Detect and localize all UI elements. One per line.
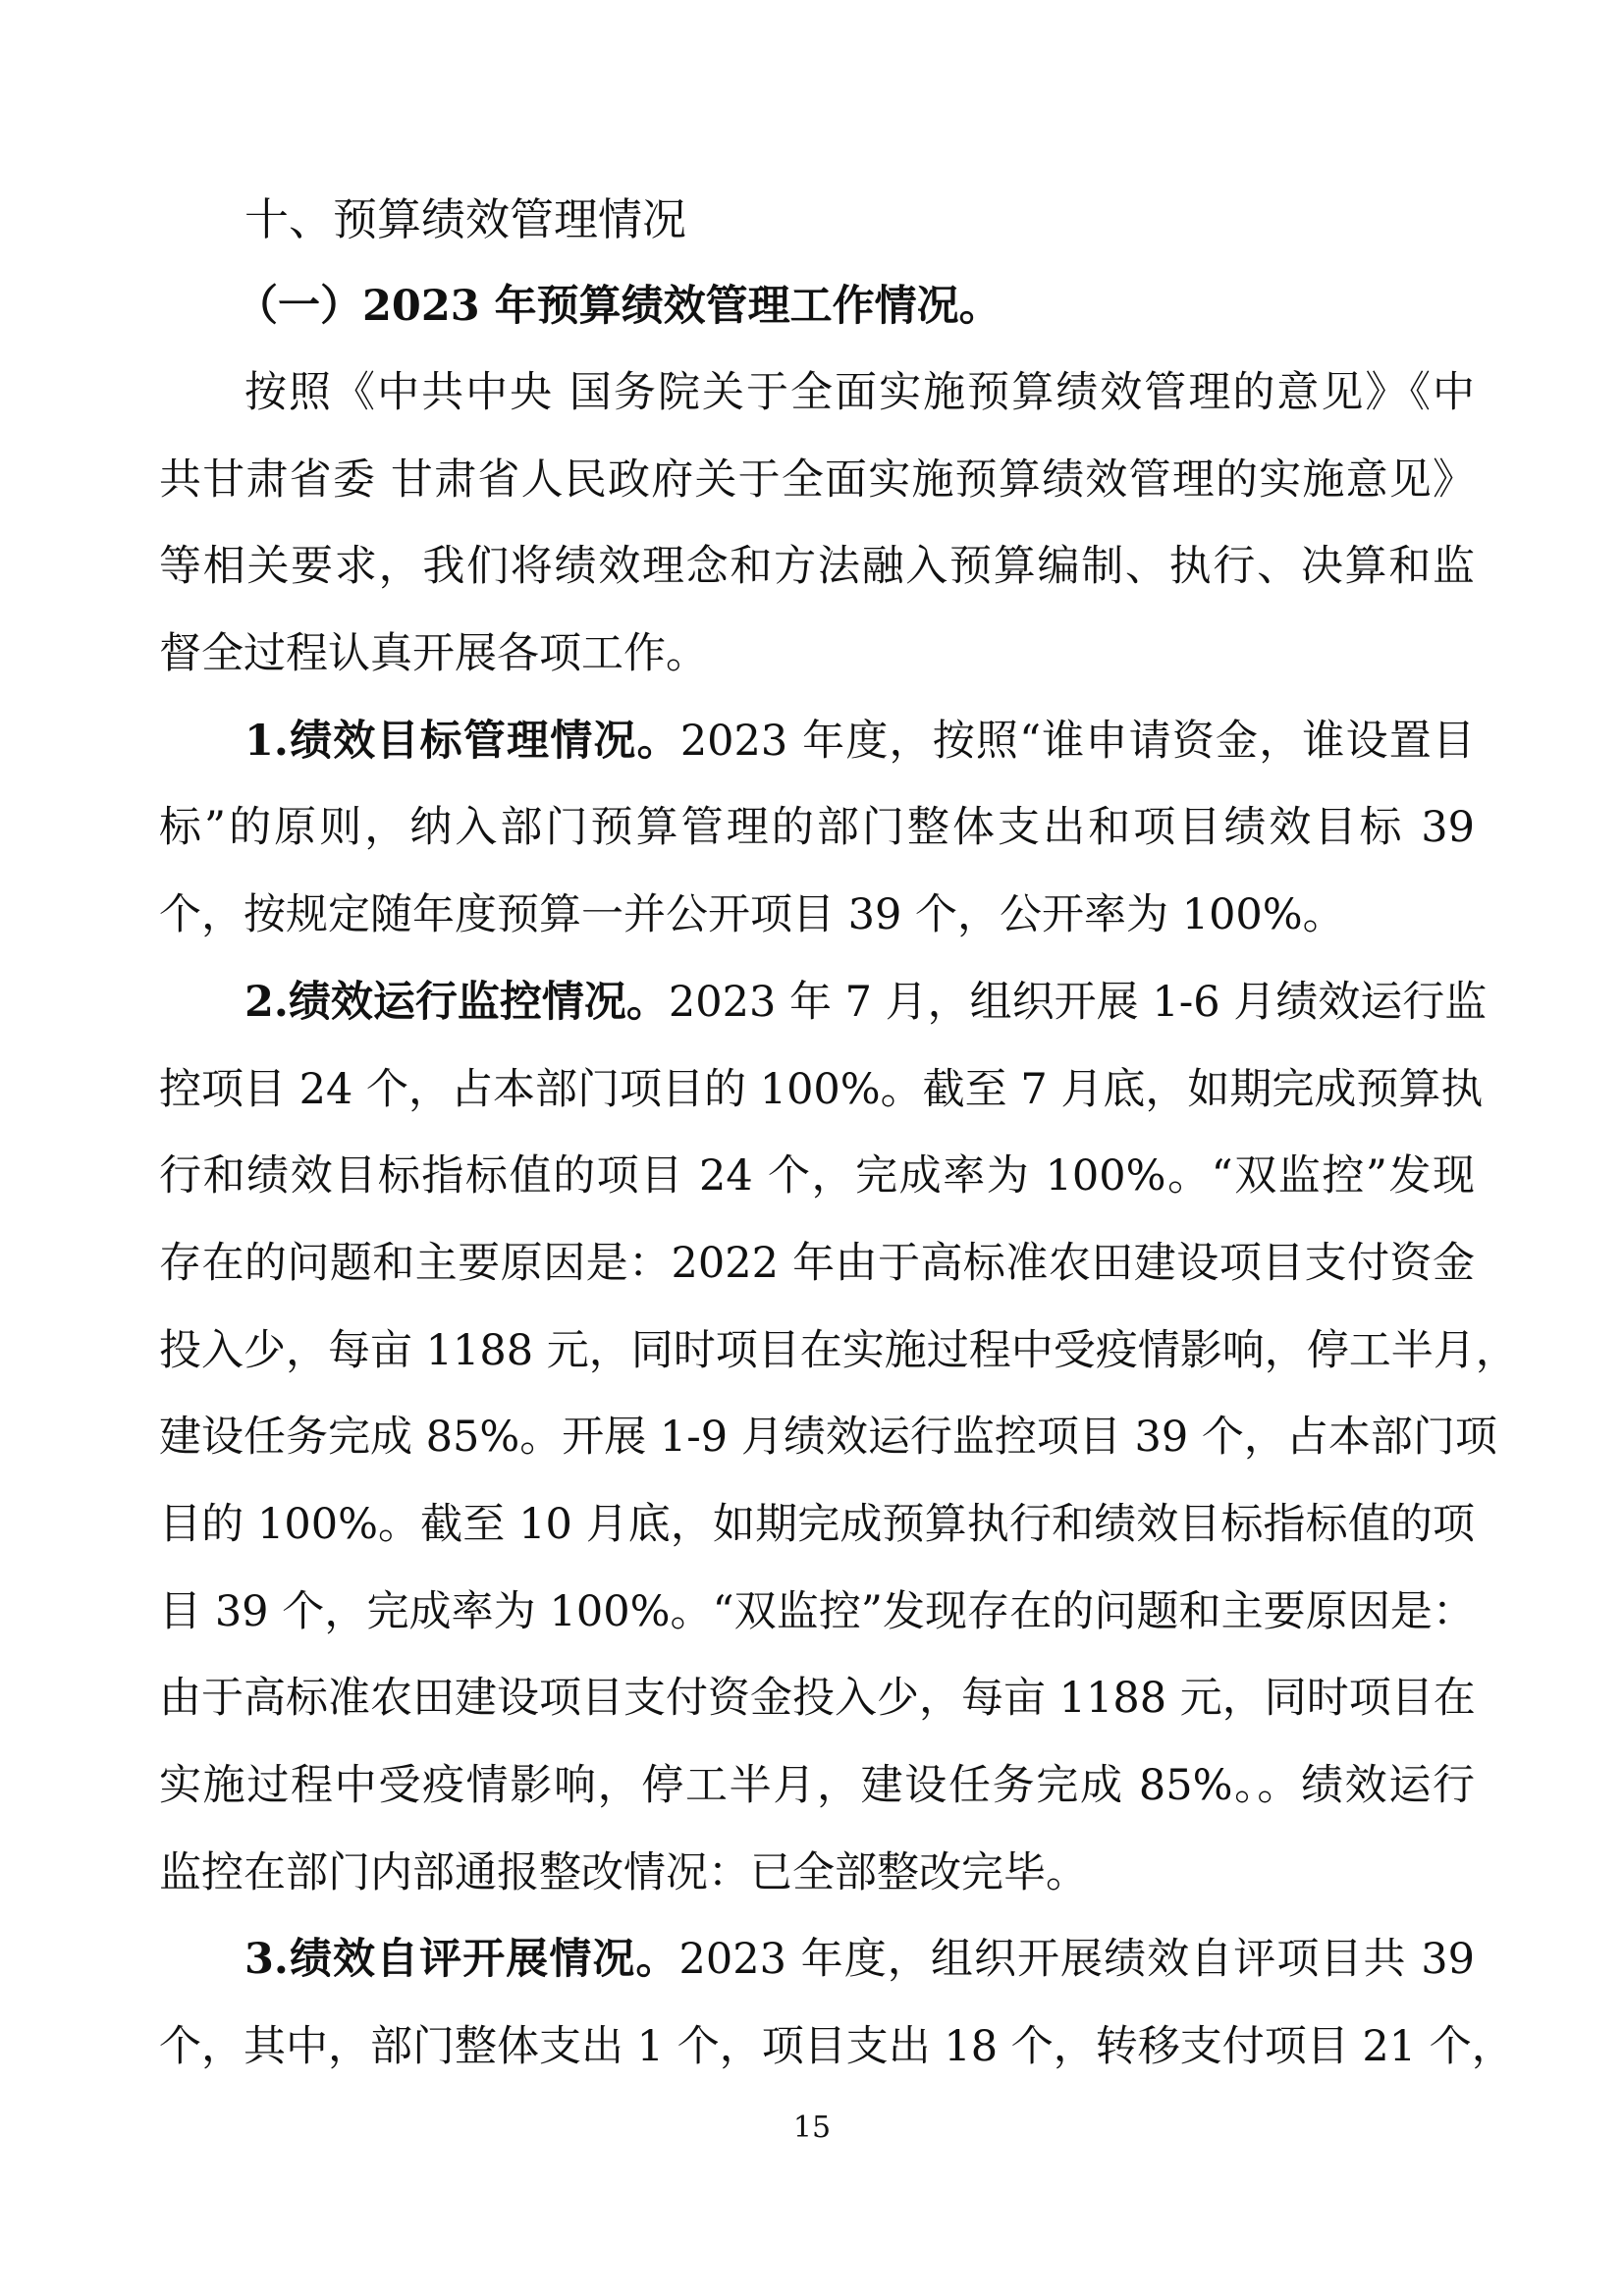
item-text: 2023 年 7 月，组织开展 1-6 月绩效运行监 [668, 977, 1488, 1027]
intro-paragraph [159, 349, 1475, 698]
paragraph-line [159, 959, 1488, 1046]
item-title: 2.绩效运行监控情况。 [244, 977, 669, 1027]
item-title: 1.绩效目标管理情况。 [244, 716, 680, 766]
paragraph-line: 实施过程中受疫情影响，停工半月，建设任务完成 85%。。绩效运行 [159, 1761, 1475, 1810]
page-body [159, 177, 1518, 2091]
paragraph-line: 监控在部门内部通报整改情况：已全部整改完毕。 [159, 1847, 1088, 1897]
item-title: 3.绩效自评开展情况。 [244, 1935, 679, 1985]
paragraph-line: 标”的原则，纳入部门预算管理的部门整体支出和项目绩效目标 39 [159, 803, 1475, 853]
paragraph-line: 目的 100%。截至 10 月底，如期完成预算执行和绩效目标指标值的项 [159, 1499, 1475, 1549]
paragraph-line: 个，其中，部门整体支出 1 个，项目支出 18 个，转移支付项目 21 个， [159, 2022, 1514, 2072]
paragraph-line [159, 698, 1475, 785]
paragraph-line: 存在的问题和主要原因是：2022 年由于高标准农田建设项目支付资金 [159, 1238, 1475, 1288]
paragraph-line [159, 1916, 1475, 2003]
paragraph-line: 建设任务完成 85%。开展 1-9 月绩效运行监控项目 39 个，占本部门项 [159, 1413, 1497, 1463]
paragraph-line: 个，按规定随年度预算一并公开项目 39 个，公开率为 100%。 [159, 890, 1345, 940]
item-text: 2023 年度，按照“谁申请资金，谁设置目 [679, 716, 1475, 766]
paragraph-line: 由于高标准农田建设项目支付资金投入少，每亩 1188 元，同时项目在 [159, 1674, 1476, 1724]
item-text: 2023 年度，组织开展绩效自评项目共 39 [678, 1935, 1475, 1985]
paragraph-line: 目 39 个，完成率为 100%。“双监控”发现存在的问题和主要原因是： [159, 1586, 1475, 1636]
paragraph-line: 投入少，每亩 1188 元，同时项目在实施过程中受疫情影响，停工半月， [159, 1325, 1518, 1375]
paragraph-line: 共甘肃省委 甘肃省人民政府关于全面实施预算绩效管理的实施意见》 [159, 454, 1475, 505]
page-number: 15 [792, 2110, 832, 2145]
subsection-heading: （一）2023 年预算绩效管理工作情况。 [236, 282, 1001, 331]
item1-paragraph [159, 698, 1475, 959]
item2-paragraph [159, 959, 1518, 1917]
paragraph-line: 控项目 24 个，占本部门项目的 100%。截至 7 月底，如期完成预算执 [159, 1064, 1484, 1114]
paragraph-line: 等相关要求，我们将绩效理念和方法融入预算编制、执行、决算和监 [159, 542, 1475, 592]
paragraph-line: 督全过程认真开展各项工作。 [159, 629, 708, 679]
section-heading: 十、预算绩效管理情况 [244, 193, 687, 245]
paragraph-line: 按照《中共中央 国务院关于全面实施预算绩效管理的意见》《中 [244, 368, 1475, 417]
item3-paragraph [159, 1916, 1514, 2090]
paragraph-line: 行和绩效目标指标值的项目 24 个，完成率为 100%。“双监控”发现 [159, 1151, 1475, 1201]
